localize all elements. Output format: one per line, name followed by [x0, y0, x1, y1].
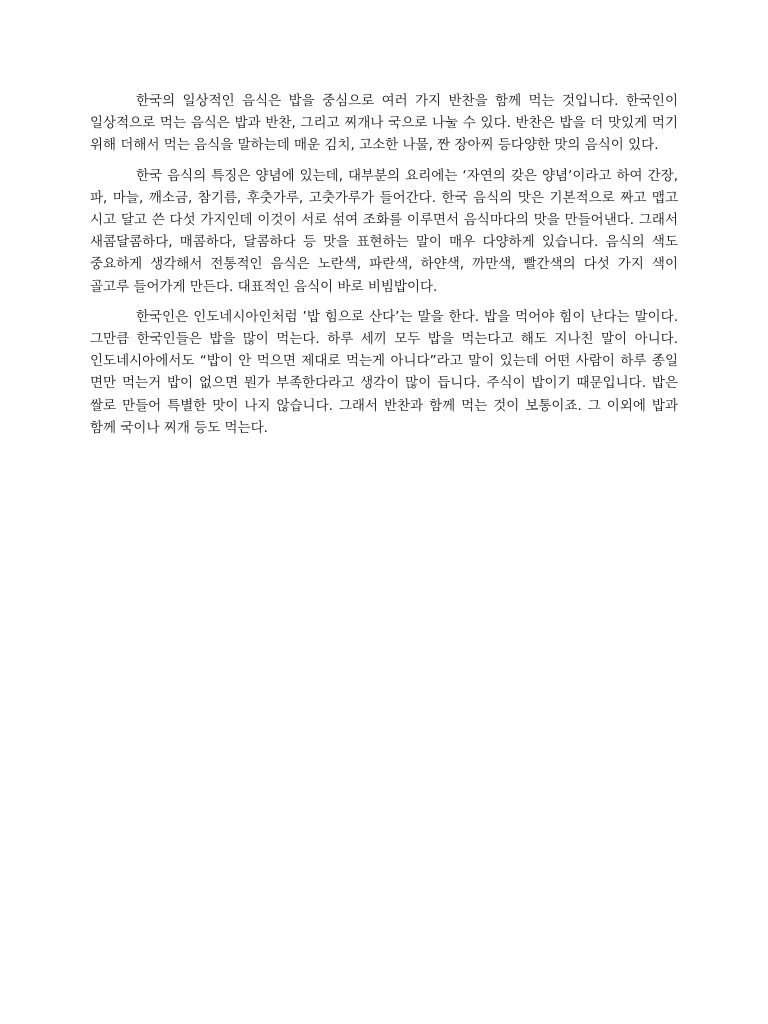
document-page: [90, 90, 678, 447]
paragraph-korean-daily-food: 한국의 일상적인 음식은 밥을 중심으로 여러 가지 반찬을 함께 먹는 것입니다. 한국인이 일상적으로 먹는 음식은 밥과 반찬, 그리고 찌개나 국으로 나눌 수 있다. 반찬은 밥을 더 맛있게 먹기 위해 더해서 먹는 음식을 말하는데 매운 김치, 고소한 나물, 짠 장아찌 등다양한 맛의 음식이 있다.: [90, 93, 678, 154]
paragraph-rice-power: 한국인은 인도네시아인처럼 ’밥 힘으로 산다’는 말을 한다. 밥을 먹어야 힘이 난다는 말이다. 그만큼 한국인들은 밥을 많이 먹는다. 하루 세끼 모두 밥을 먹는다고 해도 지나친 말이 아니다. 인도네시아에서도 “밥이 안 먹으면 제대로 먹는게 아니다”라고 말이 있는데 어떤 사람이 하루 종일 면만 먹는거 밥이 없으면 뭔가 부족한다라고 생각이 많이 듭니다. 주식이 밥이기 때문입니다. 밥은 쌀로 만들어 특별한 맛이 나지 않습니다. 그래서 반찬과 함께 먹는 것이 보통이죠. 그 이외에 밥과 함께 국이나 찌개 등도 먹는다.: [90, 308, 678, 436]
paragraph-seasoning-and-taste: 한국 음식의 특징은 양념에 있는데, 대부분의 요리에는 ‘자연의 갖은 양념’이라고 하여 간장, 파, 마늘, 깨소금, 참기름, 후춧가루, 고춧가루가 들어간다. 한국 음식의 맛은 기본적으로 짜고 맵고 시고 달고 쓴 다섯 가지인데 이것이 서로 섞여 조화를 이루면서 음식마다의 맛을 만들어낸다. 그래서 새콤달콤하다, 매콤하다, 달콤하다 등 맛을 표현하는 말이 매우 다양하게 있습니다. 음식의 색도 중요하게 생각해서 전통적인 음식은 노란색, 파란색, 하얀색, 까만색, 빨간색의 다섯 가지 색이 골고루 들어가게 만든다. 대표적인 음식이 바로 비빔밥이다.: [90, 167, 678, 295]
